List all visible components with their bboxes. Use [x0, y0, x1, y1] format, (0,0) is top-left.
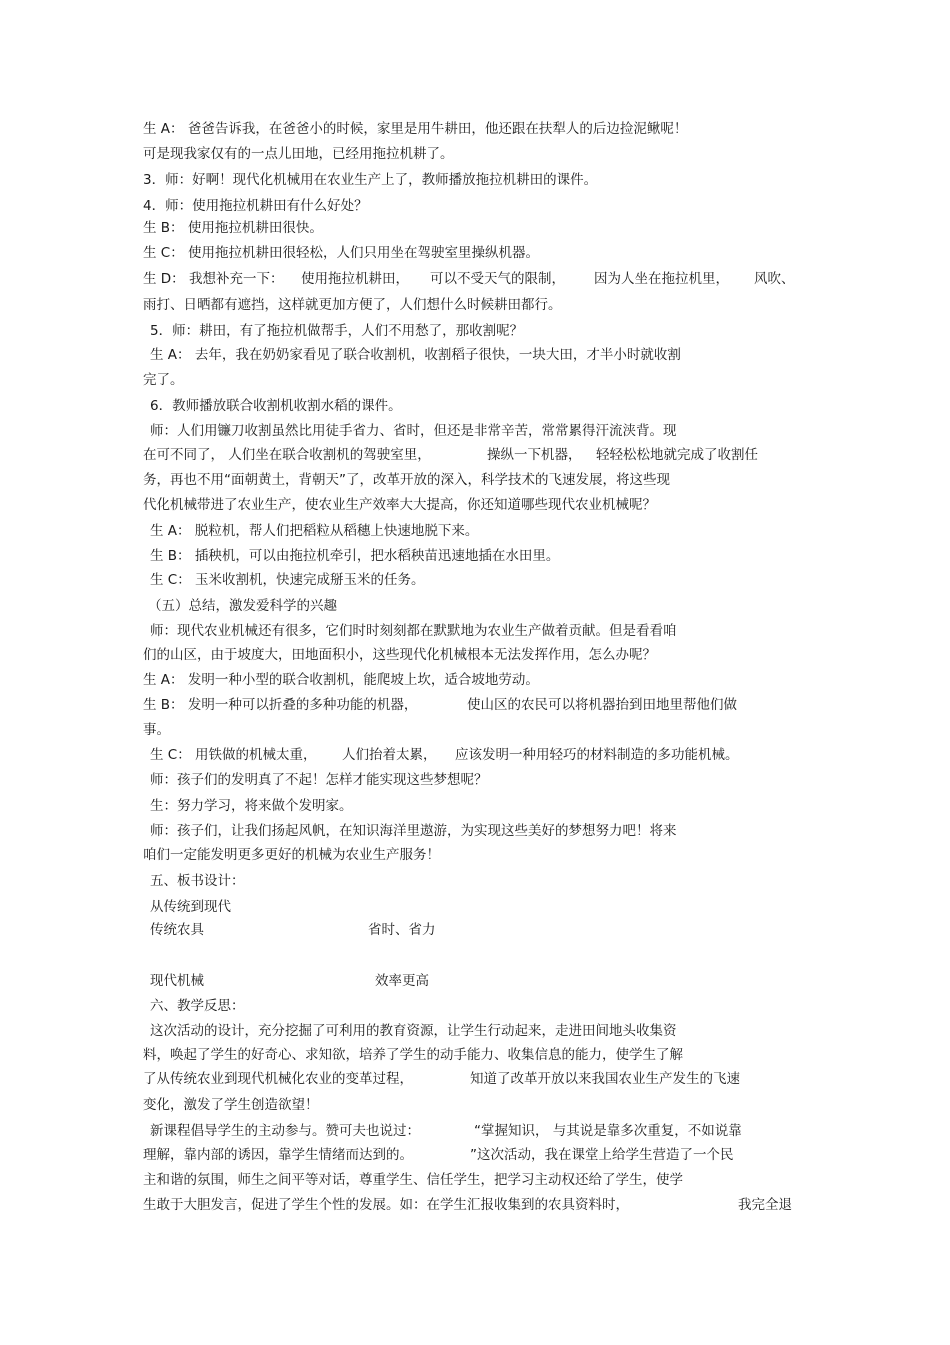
text-line: 完了。 — [143, 372, 184, 388]
text-line: 这次活动的设计，充分挖掘了可利用的教育资源，让学生行动起来，走进田间地头收集资 — [150, 1023, 677, 1039]
text-line: 知道了改革开放以来我国农业生产发生的飞速 — [470, 1071, 740, 1087]
text-line: 生 C： 用铁做的机械太重， — [150, 747, 317, 763]
text-line: 了从传统农业到现代机械化农业的变革过程， — [143, 1071, 413, 1087]
text-line: 生 B： 插秧机，可以由拖拉机牵引，把水稻秧苗迅速地插在水田里。 — [150, 548, 560, 564]
text-line: 3．师：好啊！现代化机械用在农业生产上了，教师播放拖拉机耕田的课件。 — [143, 172, 598, 188]
text-line: 师：人们用镰刀收割虽然比用徒手省力、省时，但还是非常辛苦，常常累得汗流浃背。现 — [150, 423, 677, 439]
text-line: 可以不受天气的限制， — [430, 271, 565, 287]
text-line: 使山区的农民可以将机器抬到田地里帮他们做 — [467, 697, 737, 713]
text-line: 变化，激发了学生创造欲望！ — [143, 1097, 319, 1113]
text-line: 师：孩子们，让我们扬起风帆，在知识海洋里遨游，为实现这些美好的梦想努力吧！将来 — [150, 823, 677, 839]
text-line: 在可不同了， 人们坐在联合收割机的驾驶室里， — [143, 447, 431, 463]
text-line: 咱们一定能发明更多更好的机械为农业生产服务！ — [143, 847, 440, 863]
board-item: 传统农具 — [150, 922, 204, 938]
text-line: “掌握知识， 与其说是靠多次重复，不如说靠 — [474, 1123, 742, 1139]
text-line: 我完全退 — [738, 1197, 792, 1213]
text-line: 生 B： 发明一种可以折叠的多种功能的机器， — [143, 697, 418, 713]
text-line: 理解，靠内部的诱因，靠学生情绪而达到的。 — [143, 1147, 413, 1163]
text-line: 师：孩子们的发明真了不起！怎样才能实现这些梦想呢？ — [150, 772, 488, 788]
text-line: 轻轻松松地就完成了收割任 — [596, 447, 758, 463]
text-line: 生 A： 脱粒机，帮人们把稻粒从稻穗上快速地脱下来。 — [150, 523, 479, 539]
text-line: 因为人坐在拖拉机里， — [594, 271, 729, 287]
text-line: 事。 — [143, 722, 170, 738]
text-line: 生 C： 玉米收割机，快速完成掰玉米的任务。 — [150, 572, 425, 588]
text-line: ”这次活动，我在课堂上给学生营造了一个民 — [470, 1147, 734, 1163]
text-line: 新课程倡导学生的主动参与。赞可夫也说过： — [150, 1123, 420, 1139]
text-line: 使用拖拉机耕田， — [301, 271, 409, 287]
text-line: 生 D： 我想补充一下： — [143, 271, 284, 287]
text-line: 师：现代农业机械还有很多，它们时时刻刻都在默默地为农业生产做着贡献。但是看看咱 — [150, 623, 677, 639]
board-item: 现代机械 — [150, 973, 204, 989]
text-line: 应该发明一种用轻巧的材料制造的多功能机械。 — [455, 747, 739, 763]
text-line: 4．师：使用拖拉机耕田有什么好处？ — [143, 198, 368, 214]
text-line: 操纵一下机器， — [487, 447, 582, 463]
text-line: 生 A： 爸爸告诉我，在爸爸小的时候，家里是用牛耕田，他还跟在扶犁人的后边捡泥鳅呢！ — [143, 121, 688, 137]
text-line: 生 C： 使用拖拉机耕田很轻松，人们只用坐在驾驶室里操纵机器。 — [143, 245, 540, 261]
text-line: 主和谐的氛围，师生之间平等对话，尊重学生、信任学生，把学习主动权还给了学生，使学 — [143, 1172, 683, 1188]
text-line: 料，唤起了学生的好奇心、求知欲，培养了学生的动手能力、收集信息的能力，使学生了解 — [143, 1047, 683, 1063]
board-item: 效率更高 — [375, 973, 429, 989]
board-title: 从传统到现代 — [150, 899, 231, 915]
board-item: 省时、省力 — [368, 922, 436, 938]
text-line: 生敢于大胆发言，促进了学生个性的发展。如：在学生汇报收集到的农具资料时， — [143, 1197, 629, 1213]
text-line: 生 A： 去年，我在奶奶家看见了联合收割机，收割稻子很快，一块大田，才半小时就收割 — [150, 347, 681, 363]
text-line: 务，再也不用“面朝黄土，背朝天”了，改革开放的深入，科学技术的飞速发展，将这些现 — [143, 472, 670, 488]
text-line: 们的山区，由于坡度大，田地面积小，这些现代化机械根本无法发挥作用，怎么办呢？ — [143, 647, 656, 663]
text-line: 生 A： 发明一种小型的联合收割机，能爬坡上坎，适合坡地劳动。 — [143, 672, 539, 688]
text-line: 风吹、 — [754, 271, 795, 287]
text-line: 人们抬着太累， — [342, 747, 437, 763]
section-heading: 五、板书设计： — [150, 873, 245, 889]
text-line: 雨打、日晒都有遮挡，这样就更加方便了，人们想什么时候耕田都行。 — [143, 297, 562, 313]
section-heading: （五）总结，激发爱科学的兴趣 — [148, 598, 337, 614]
text-line: 代化机械带进了农业生产，使农业生产效率大大提高，你还知道哪些现代农业机械呢？ — [143, 497, 656, 513]
text-line: 生 B： 使用拖拉机耕田很快。 — [143, 220, 323, 236]
text-line: 可是现我家仅有的一点儿田地，已经用拖拉机耕了。 — [143, 146, 454, 162]
text-line: 生：努力学习，将来做个发明家。 — [150, 798, 353, 814]
text-line: 5．师：耕田，有了拖拉机做帮手，人们不用愁了，那收割呢？ — [150, 323, 524, 339]
text-line: 6．教师播放联合收割机收割水稻的课件。 — [150, 398, 402, 414]
section-heading: 六、教学反思： — [150, 998, 245, 1014]
